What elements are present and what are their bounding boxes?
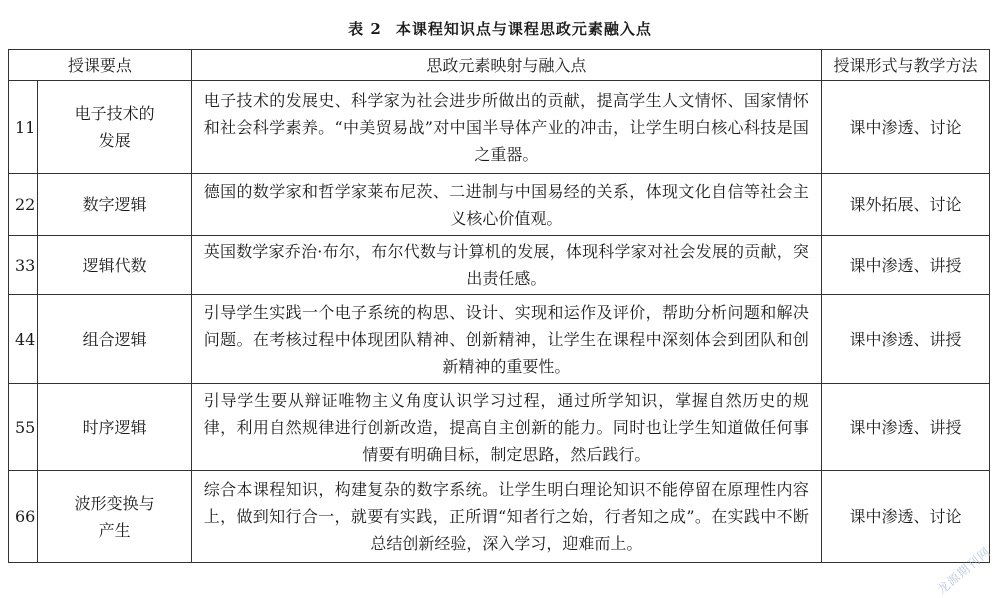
row-description [191,295,821,384]
row-number: 55 [9,384,38,471]
row-number: 11 [9,81,38,174]
table-row [9,174,990,236]
row-number: 66 [9,471,38,563]
row-description-text: 引导学生要从辩证唯物主义角度认识学习过程，通过所学知识，掌握自然历史的规律，利用自然规律进行创新改造，提高自主创新的能力。同时也让学生知道做任何事情要有明确目标，制定思路，然后践行。 [203,390,809,464]
row-description-text: 电子技术的发展史、科学家为社会进步所做出的贡献，提高学生人文情怀、国家情怀和社会科学素养。“中美贸易战”对中国半导体产业的冲击，让学生明白核心科技是国之重器。 [203,90,809,164]
row-topic: 逻辑代数 [38,236,191,295]
table-row [9,471,990,563]
row-description [191,174,821,236]
row-method: 课中渗透、讨论 [821,471,989,563]
header-ideological-elements: 思政元素映射与融入点 [191,50,821,81]
row-method: 课中渗透、讲授 [821,236,989,295]
header-teaching-points: 授课要点 [9,50,192,81]
row-number: 33 [9,236,38,295]
header-teaching-method: 授课形式与教学方法 [821,50,989,81]
row-topic-text: 电子技术的发展 [74,104,155,150]
table-caption [0,18,1000,39]
header-row [9,50,990,81]
row-topic-text: 波形变换与产生 [74,493,155,540]
table-row [9,384,990,471]
row-topic: 时序逻辑 [38,384,191,471]
row-topic [38,81,191,174]
row-method: 课中渗透、讨论 [821,81,989,174]
row-description-text: 英国数学家乔治·布尔，布尔代数与计算机的发展，体现科学家对社会发展的贡献，突出责任感。 [203,242,809,288]
course-elements-table [8,49,990,563]
row-description [191,384,821,471]
table-title: 本课程知识点与课程思政元素融入点 [395,20,652,38]
row-number: 22 [9,174,38,236]
row-number: 44 [9,295,38,384]
row-description-text: 德国的数学家和哲学家莱布尼茨、二进制与中国易经的关系，体现文化自信等社会主义核心价值观。 [203,181,809,228]
row-method: 课中渗透、讲授 [821,384,989,471]
row-description-text: 引导学生实践一个电子系统的构思、设计、实现和运作及评价，帮助分析问题和解决问题。在考核过程中体现团队精神、创新精神，让学生在课程中深刻体会到团队和创新精神的重要性。 [203,302,809,376]
row-topic: 组合逻辑 [38,295,191,384]
table-row [9,236,990,295]
table-number: 表 2 [348,20,382,38]
table-row [9,295,990,384]
row-method: 课中渗透、讲授 [821,295,989,384]
row-description [191,471,821,563]
row-description [191,236,821,295]
row-topic: 数字逻辑 [38,174,191,236]
watermark: 龙源期刊网 [934,544,994,598]
row-description-text: 综合本课程知识，构建复杂的数字系统。让学生明白理论知识不能停留在原理性内容上，做到知行合一，就要有实践，正所谓“知者行之始，行者知之成”。在实践中不断总结创新经验，深入学习，迎难而上。 [203,480,809,553]
row-method: 课外拓展、讨论 [821,174,989,236]
row-topic [38,471,191,563]
row-description [191,81,821,174]
table-row [9,81,990,174]
